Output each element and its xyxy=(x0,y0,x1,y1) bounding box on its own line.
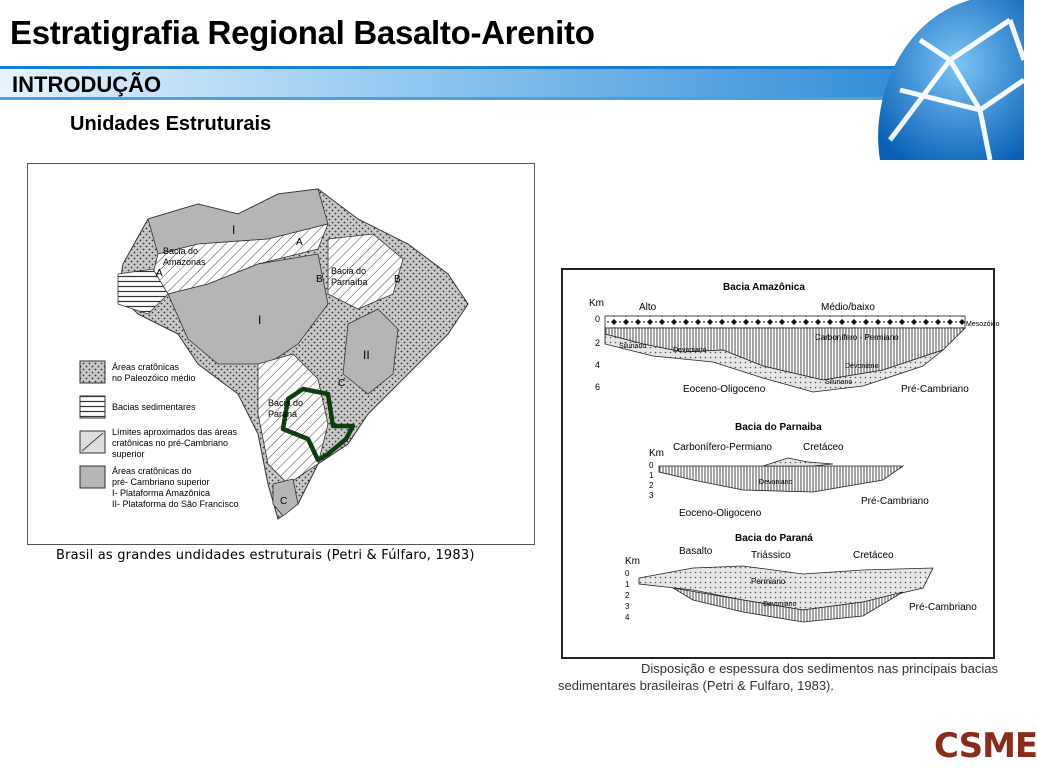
parana-depth-1: 1 xyxy=(625,580,630,589)
label-amazonas-1: Bacia do xyxy=(163,246,199,256)
parana-depth-2: 2 xyxy=(625,591,630,600)
amazonica-depth-6: 6 xyxy=(595,382,601,392)
parnaiba-label-cretaceo: Cretáceo xyxy=(803,442,844,453)
section-parnaiba xyxy=(649,422,929,519)
parana-label-triassico: Triássico xyxy=(751,550,791,561)
parnaiba-label-eoceno: Eoceno-Oligoceno xyxy=(679,508,762,519)
parnaiba-label-carbonifero: Carbonífero-Permiano xyxy=(673,442,772,453)
sections-caption-line-2: sedimentares brasileiras (Petri & Fulfaro, 1983). xyxy=(558,678,835,693)
amazonica-depth-2: 2 xyxy=(595,338,601,348)
parana-label-devoniano: Devoniano xyxy=(763,601,797,608)
legend-2-line-1: Bacias sedimentares xyxy=(112,402,196,412)
section-parana xyxy=(625,533,977,622)
marker-c1: C xyxy=(338,378,346,389)
parnaiba-depth-2: 2 xyxy=(649,481,654,490)
label-parnaiba-2: Parnaíba xyxy=(331,277,368,287)
marker-b2: B xyxy=(394,274,401,285)
parnaiba-depth-0: 0 xyxy=(649,461,654,470)
parana-km: Km xyxy=(625,556,640,567)
legend-4-line-3: I- Plataforma Amazônica xyxy=(112,488,211,498)
globe-graphic xyxy=(860,0,1024,160)
csme-logo: CSME xyxy=(934,726,1037,766)
amazonica-label-siluriano-2: Siluriano xyxy=(825,379,853,386)
label-craton-2: I xyxy=(258,313,262,327)
amazonica-label-devoniano-1: Devoniano xyxy=(673,347,707,354)
amazonica-label-eoceno: Eoceno-Oligoceno xyxy=(683,384,766,395)
basin-cross-sections xyxy=(561,268,1000,659)
parana-label-permiano: Permiano xyxy=(751,577,786,586)
parana-label-basalto: Basalto xyxy=(679,546,713,557)
amazonica-label-carbonifero: Carbonífero - Permiano xyxy=(815,333,899,342)
sections-caption-line-1: Disposição e espessura dos sedimentos nas principais bacias xyxy=(641,661,998,676)
section-heading: INTRODUÇÃO xyxy=(12,72,162,97)
label-amazonas-2: Amazonas xyxy=(163,257,206,267)
label-parnaiba-1: Bacia do xyxy=(331,266,367,276)
amazonica-km: Km xyxy=(589,298,604,309)
amazonica-depth-0: 0 xyxy=(595,314,601,324)
parana-title: Bacia do Paraná xyxy=(735,533,813,544)
amazonica-label-medio: Médio/baixo xyxy=(821,302,875,313)
marker-a1: A xyxy=(156,268,163,279)
sections-caption xyxy=(558,660,998,694)
parana-depth-0: 0 xyxy=(625,569,630,578)
parnaiba-km: Km xyxy=(649,448,664,459)
slide-title: Estratigrafia Regional Basalto-Arenito xyxy=(10,14,595,51)
parana-label-precambriano: Pré-Cambriano xyxy=(909,602,977,613)
legend-3-line-1: Límites aproximados das áreas xyxy=(112,427,238,437)
parnaiba-depth-1: 1 xyxy=(649,471,654,480)
amazonica-label-siluriano-1: Siluriano xyxy=(619,343,647,350)
marker-a2: A xyxy=(296,237,303,248)
legend-1-line-1: Áreas cratônicas xyxy=(112,362,180,372)
amazonica-label-devoniano-2: Devoniano xyxy=(845,363,879,370)
legend-1-line-2: no Paleozóico médio xyxy=(112,373,196,383)
legend-3-line-3: superior xyxy=(112,449,145,459)
map-caption: Brasil as grandes undidades estruturais (Petri & Fúlfaro, 1983) xyxy=(56,548,475,563)
subtitle: Unidades Estruturais xyxy=(70,113,272,135)
parnaiba-label-devoniano: Devoniano xyxy=(759,479,793,486)
label-parana-1: Bacia do xyxy=(268,398,304,408)
amazonica-label-precambriano: Pré-Cambriano xyxy=(901,384,969,395)
label-craton-1: I xyxy=(232,223,236,237)
legend-4-line-2: pré- Cambriano superior xyxy=(112,477,210,487)
parana-depth-3: 3 xyxy=(625,602,630,611)
map-legend xyxy=(80,361,239,509)
label-craton-3: II xyxy=(363,348,370,362)
amazonica-label-alto: Alto xyxy=(639,302,657,313)
parnaiba-depth-3: 3 xyxy=(649,491,654,500)
map-svg xyxy=(28,164,534,544)
legend-4-line-4: II- Plataforma do São Francisco xyxy=(112,499,239,509)
section-amazonica xyxy=(589,282,1000,395)
amazonica-title: Bacia Amazônica xyxy=(723,282,805,293)
parana-label-cretaceo: Cretáceo xyxy=(853,550,894,561)
legend-3-line-2: cratônicas no pré-Cambriano xyxy=(112,438,229,448)
amazonica-label-mesozoico: Mesozóico xyxy=(966,321,1000,328)
legend-4-line-1: Áreas cratônicas do xyxy=(112,466,192,476)
marker-c2: C xyxy=(280,496,288,507)
parnaiba-title: Bacia do Parnaiba xyxy=(735,422,822,433)
parana-depth-4: 4 xyxy=(625,613,630,622)
parnaiba-label-precambriano: Pré-Cambriano xyxy=(861,496,929,507)
cross-sections-svg xyxy=(563,270,1000,657)
amazonica-depth-4: 4 xyxy=(595,360,601,370)
label-parana-2: Paraná xyxy=(268,409,298,419)
brazil-structural-map xyxy=(27,163,535,545)
marker-b1: B xyxy=(316,274,323,285)
